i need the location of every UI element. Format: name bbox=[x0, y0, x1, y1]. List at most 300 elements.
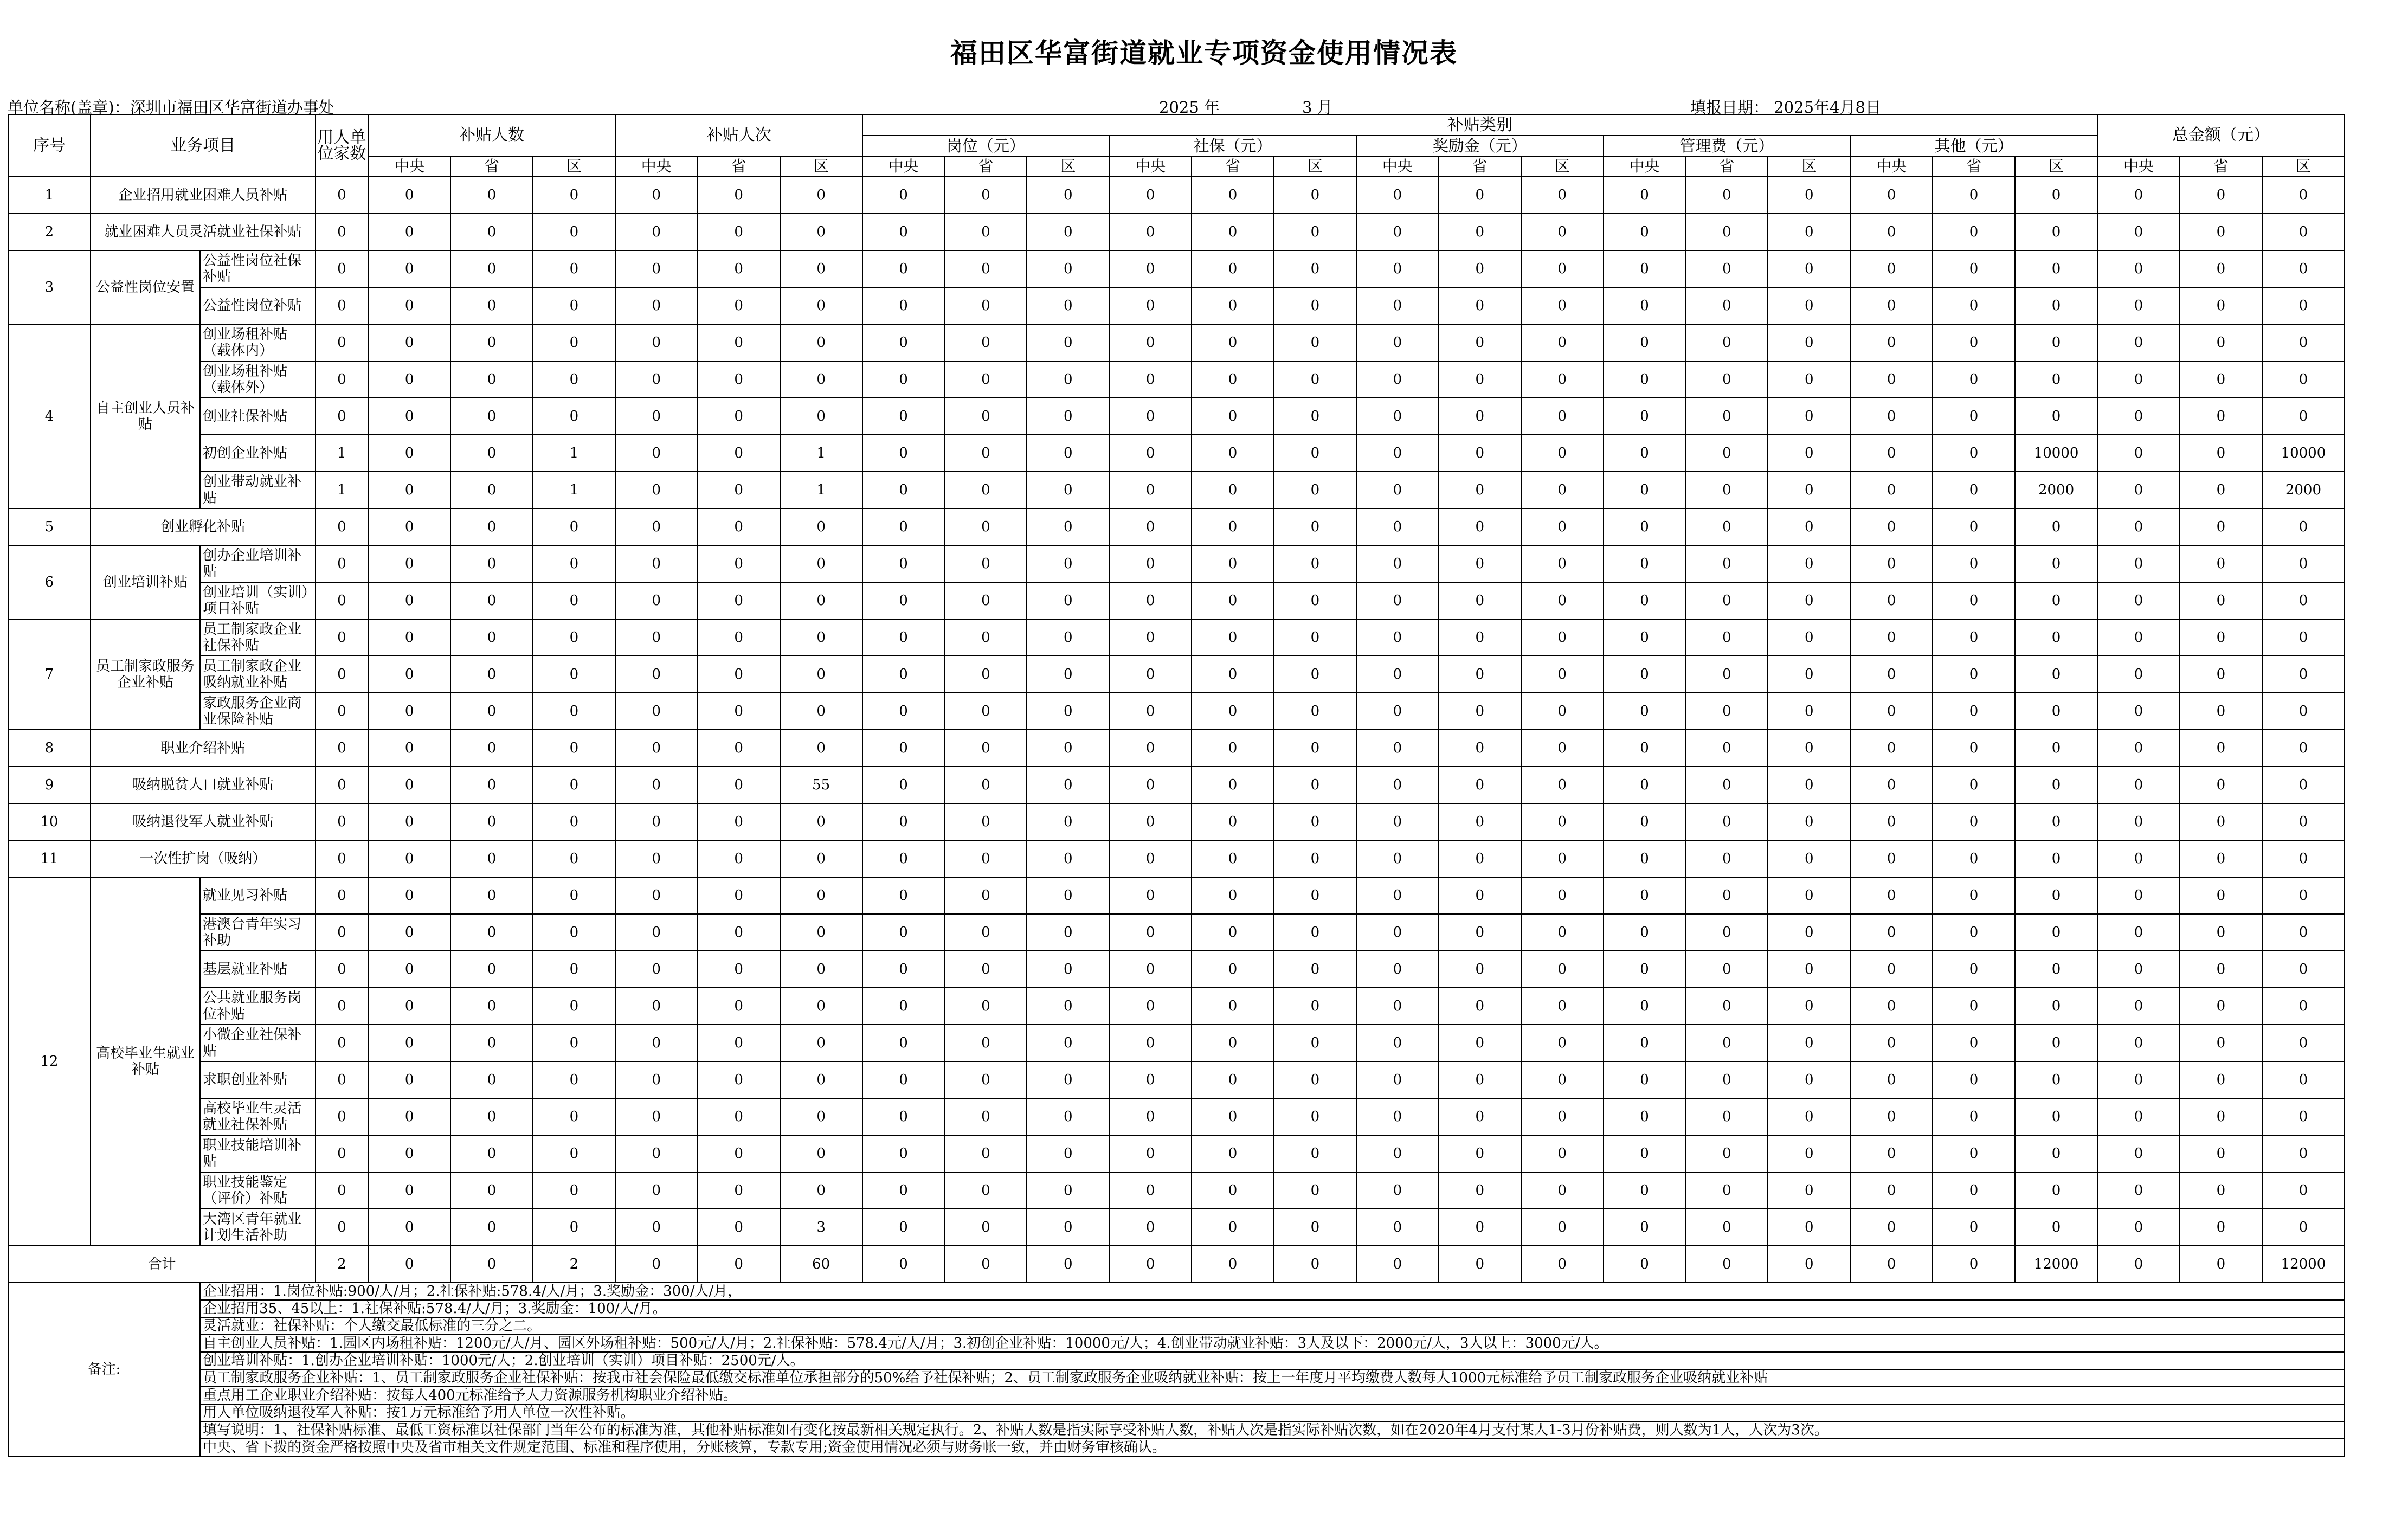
header-row-1 bbox=[8, 115, 2345, 136]
value-cell: 0 bbox=[1109, 877, 1192, 914]
value-cell: 0 bbox=[1439, 398, 1521, 435]
value-cell: 0 bbox=[1933, 767, 2015, 803]
value-cell: 0 bbox=[1356, 619, 1439, 656]
value-cell: 0 bbox=[944, 914, 1027, 951]
value-cell: 0 bbox=[2262, 730, 2345, 767]
value-cell: 0 bbox=[1768, 1209, 1850, 1246]
header-times: 补贴人次 bbox=[615, 115, 862, 156]
value-cell: 0 bbox=[1521, 988, 1604, 1025]
value-cell: 0 bbox=[2015, 582, 2097, 619]
level-header: 区 bbox=[533, 156, 615, 177]
value-cell: 0 bbox=[698, 840, 780, 877]
value-cell: 0 bbox=[1439, 988, 1521, 1025]
value-cell: 0 bbox=[2015, 988, 2097, 1025]
value-cell: 0 bbox=[1685, 582, 1768, 619]
value-cell: 0 bbox=[368, 1209, 450, 1246]
value-cell: 0 bbox=[2097, 435, 2180, 472]
value-cell: 0 bbox=[615, 1025, 698, 1061]
value-cell: 0 bbox=[1027, 361, 1109, 398]
value-cell: 0 bbox=[944, 656, 1027, 693]
value-cell: 0 bbox=[1933, 324, 2015, 361]
value-cell: 0 bbox=[780, 803, 862, 840]
value-cell: 0 bbox=[1192, 951, 1274, 988]
value-cell: 0 bbox=[2015, 730, 2097, 767]
value-cell: 0 bbox=[2097, 1209, 2180, 1246]
value-cell: 0 bbox=[1768, 435, 1850, 472]
value-cell: 0 bbox=[2097, 398, 2180, 435]
note-line: 企业招用35、45以上：1.社保补贴:578.4/人/月；3.奖励金：100/人/月。 bbox=[200, 1300, 2345, 1317]
value-cell: 0 bbox=[1850, 656, 1933, 693]
value-cell: 0 bbox=[944, 509, 1027, 545]
value-cell: 0 bbox=[1768, 1098, 1850, 1135]
value-cell: 0 bbox=[450, 767, 533, 803]
value-cell: 0 bbox=[2015, 951, 2097, 988]
value-cell: 0 bbox=[1109, 214, 1192, 250]
level-header: 省 bbox=[450, 156, 533, 177]
value-cell: 0 bbox=[1356, 287, 1439, 324]
value-cell: 0 bbox=[2262, 1209, 2345, 1246]
value-cell: 0 bbox=[1439, 214, 1521, 250]
table-row bbox=[8, 803, 2345, 840]
value-cell: 0 bbox=[1768, 767, 1850, 803]
value-cell: 0 bbox=[1027, 1098, 1109, 1135]
value-cell: 0 bbox=[1027, 730, 1109, 767]
value-cell: 0 bbox=[2097, 1061, 2180, 1098]
value-cell: 0 bbox=[1850, 730, 1933, 767]
value-cell: 0 bbox=[450, 1025, 533, 1061]
value-cell: 0 bbox=[1768, 914, 1850, 951]
value-cell: 0 bbox=[1109, 398, 1192, 435]
value-cell: 0 bbox=[1685, 287, 1768, 324]
row-seq: 6 bbox=[8, 545, 91, 619]
value-cell: 0 bbox=[862, 840, 945, 877]
note-row bbox=[8, 1387, 2345, 1404]
value-cell: 0 bbox=[1850, 1135, 1933, 1172]
value-cell: 0 bbox=[450, 1098, 533, 1135]
value-cell: 0 bbox=[1850, 435, 1933, 472]
value-cell: 0 bbox=[1274, 840, 1356, 877]
value-cell: 0 bbox=[1768, 509, 1850, 545]
value-cell: 0 bbox=[450, 1209, 533, 1246]
value-cell: 0 bbox=[450, 951, 533, 988]
value-cell: 0 bbox=[1356, 1025, 1439, 1061]
value-cell: 0 bbox=[533, 1172, 615, 1209]
value-cell: 0 bbox=[2180, 1098, 2262, 1135]
value-cell: 0 bbox=[316, 767, 368, 803]
row-seq: 4 bbox=[8, 324, 91, 509]
value-cell: 0 bbox=[1685, 877, 1768, 914]
value-cell: 0 bbox=[862, 656, 945, 693]
level-header: 省 bbox=[1439, 156, 1521, 177]
level-header: 区 bbox=[1274, 156, 1356, 177]
value-cell: 0 bbox=[2180, 214, 2262, 250]
value-cell: 0 bbox=[1604, 1098, 1686, 1135]
value-cell: 0 bbox=[1604, 1209, 1686, 1246]
value-cell: 0 bbox=[1685, 214, 1768, 250]
sub-item: 公益性岗位补贴 bbox=[200, 287, 316, 324]
value-cell: 0 bbox=[2097, 545, 2180, 582]
header-business: 业务项目 bbox=[91, 115, 316, 177]
business-item: 职业介绍补贴 bbox=[91, 730, 316, 767]
value-cell: 0 bbox=[1027, 545, 1109, 582]
value-cell: 0 bbox=[1521, 214, 1604, 250]
value-cell: 0 bbox=[450, 509, 533, 545]
value-cell: 2000 bbox=[2262, 472, 2345, 509]
value-cell: 0 bbox=[1521, 951, 1604, 988]
value-cell: 0 bbox=[533, 582, 615, 619]
level-header: 省 bbox=[2180, 156, 2262, 177]
value-cell: 0 bbox=[1109, 1135, 1192, 1172]
value-cell: 0 bbox=[1521, 582, 1604, 619]
row-seq: 1 bbox=[8, 177, 91, 214]
value-cell: 0 bbox=[1768, 582, 1850, 619]
value-cell: 0 bbox=[1274, 693, 1356, 730]
value-cell: 0 bbox=[1604, 324, 1686, 361]
value-cell: 0 bbox=[368, 1172, 450, 1209]
header-category: 补贴类别 bbox=[862, 115, 2097, 136]
value-cell: 0 bbox=[1356, 951, 1439, 988]
value-cell: 0 bbox=[1439, 1061, 1521, 1098]
value-cell: 0 bbox=[1274, 1061, 1356, 1098]
business-item: 高校毕业生就业补贴 bbox=[91, 877, 200, 1246]
value-cell: 0 bbox=[862, 619, 945, 656]
value-cell: 0 bbox=[1109, 287, 1192, 324]
value-cell: 0 bbox=[1604, 398, 1686, 435]
note-row bbox=[8, 1439, 2345, 1456]
value-cell: 1 bbox=[316, 435, 368, 472]
value-cell: 0 bbox=[1192, 803, 1274, 840]
table-row bbox=[8, 1209, 2345, 1246]
note-row bbox=[8, 1404, 2345, 1421]
value-cell: 10000 bbox=[2015, 435, 2097, 472]
value-cell: 0 bbox=[780, 619, 862, 656]
business-item: 创业培训补贴 bbox=[91, 545, 200, 619]
notes-label: 备注: bbox=[8, 1283, 200, 1456]
value-cell: 0 bbox=[316, 1061, 368, 1098]
note-line: 创业培训补贴：1.创办企业培训补贴：1000元/人；2.创业培训（实训）项目补贴：2500元/人。 bbox=[200, 1352, 2345, 1369]
value-cell: 0 bbox=[1850, 287, 1933, 324]
value-cell: 0 bbox=[1027, 951, 1109, 988]
value-cell: 0 bbox=[1109, 1061, 1192, 1098]
value-cell: 0 bbox=[2097, 177, 2180, 214]
level-header: 区 bbox=[2015, 156, 2097, 177]
value-cell: 0 bbox=[2015, 914, 2097, 951]
value-cell: 0 bbox=[2262, 214, 2345, 250]
value-cell: 0 bbox=[2097, 324, 2180, 361]
value-cell: 0 bbox=[1109, 1025, 1192, 1061]
value-cell: 0 bbox=[368, 582, 450, 619]
value-cell: 0 bbox=[2015, 1061, 2097, 1098]
value-cell: 0 bbox=[1439, 914, 1521, 951]
value-cell: 0 bbox=[1439, 767, 1521, 803]
value-cell: 0 bbox=[1933, 914, 2015, 951]
value-cell: 0 bbox=[2180, 1135, 2262, 1172]
value-cell: 0 bbox=[1274, 435, 1356, 472]
value-cell: 0 bbox=[1109, 361, 1192, 398]
value-cell: 0 bbox=[316, 914, 368, 951]
value-cell: 0 bbox=[862, 914, 945, 951]
table-row bbox=[8, 398, 2345, 435]
value-cell: 0 bbox=[1192, 287, 1274, 324]
value-cell: 0 bbox=[533, 1025, 615, 1061]
table-row bbox=[8, 767, 2345, 803]
value-cell: 0 bbox=[1439, 1172, 1521, 1209]
value-cell: 0 bbox=[1109, 435, 1192, 472]
value-cell: 0 bbox=[1109, 951, 1192, 988]
business-item: 吸纳脱贫人口就业补贴 bbox=[91, 767, 316, 803]
total-value: 0 bbox=[1850, 1246, 1933, 1283]
value-cell: 0 bbox=[1685, 361, 1768, 398]
value-cell: 0 bbox=[316, 361, 368, 398]
value-cell: 0 bbox=[1604, 877, 1686, 914]
value-cell: 0 bbox=[1604, 693, 1686, 730]
value-cell: 0 bbox=[615, 582, 698, 619]
value-cell: 0 bbox=[1521, 472, 1604, 509]
value-cell: 0 bbox=[368, 840, 450, 877]
row-seq: 7 bbox=[8, 619, 91, 730]
level-header: 中央 bbox=[1850, 156, 1933, 177]
value-cell: 0 bbox=[1027, 472, 1109, 509]
value-cell: 0 bbox=[1274, 361, 1356, 398]
note-row bbox=[8, 1300, 2345, 1317]
value-cell: 0 bbox=[1192, 472, 1274, 509]
value-cell: 0 bbox=[862, 730, 945, 767]
value-cell: 0 bbox=[2180, 951, 2262, 988]
value-cell: 0 bbox=[1274, 398, 1356, 435]
value-cell: 0 bbox=[2262, 177, 2345, 214]
value-cell: 0 bbox=[1109, 324, 1192, 361]
value-cell: 0 bbox=[316, 1209, 368, 1246]
value-cell: 0 bbox=[1604, 435, 1686, 472]
value-cell: 0 bbox=[1933, 545, 2015, 582]
note-row bbox=[8, 1283, 2345, 1300]
value-cell: 0 bbox=[1604, 840, 1686, 877]
value-cell: 0 bbox=[316, 582, 368, 619]
value-cell: 0 bbox=[450, 693, 533, 730]
table-row bbox=[8, 509, 2345, 545]
value-cell: 0 bbox=[368, 250, 450, 287]
value-cell: 0 bbox=[1027, 1025, 1109, 1061]
value-cell: 0 bbox=[1521, 914, 1604, 951]
value-cell: 0 bbox=[2015, 1209, 2097, 1246]
value-cell: 0 bbox=[2180, 988, 2262, 1025]
value-cell: 0 bbox=[2262, 287, 2345, 324]
total-value: 0 bbox=[1274, 1246, 1356, 1283]
value-cell: 0 bbox=[1521, 324, 1604, 361]
value-cell: 0 bbox=[862, 1209, 945, 1246]
value-cell: 0 bbox=[615, 177, 698, 214]
value-cell: 0 bbox=[1192, 1061, 1274, 1098]
value-cell: 0 bbox=[1685, 619, 1768, 656]
value-cell: 0 bbox=[698, 324, 780, 361]
value-cell: 0 bbox=[1274, 1172, 1356, 1209]
value-cell: 0 bbox=[1027, 988, 1109, 1025]
value-cell: 0 bbox=[1274, 730, 1356, 767]
value-cell: 0 bbox=[862, 545, 945, 582]
value-cell: 0 bbox=[1685, 988, 1768, 1025]
value-cell: 0 bbox=[368, 509, 450, 545]
value-cell: 0 bbox=[1192, 435, 1274, 472]
value-cell: 0 bbox=[1192, 361, 1274, 398]
value-cell: 0 bbox=[1521, 509, 1604, 545]
value-cell: 0 bbox=[2097, 619, 2180, 656]
value-cell: 0 bbox=[1850, 472, 1933, 509]
value-cell: 0 bbox=[316, 656, 368, 693]
value-cell: 0 bbox=[1768, 361, 1850, 398]
header-reward: 奖励金（元） bbox=[1356, 136, 1604, 156]
value-cell: 0 bbox=[780, 951, 862, 988]
value-cell: 0 bbox=[1850, 250, 1933, 287]
value-cell: 0 bbox=[1274, 177, 1356, 214]
value-cell: 0 bbox=[2180, 656, 2262, 693]
value-cell: 0 bbox=[1192, 250, 1274, 287]
value-cell: 0 bbox=[1027, 914, 1109, 951]
value-cell: 0 bbox=[368, 177, 450, 214]
value-cell: 0 bbox=[780, 730, 862, 767]
value-cell: 0 bbox=[944, 361, 1027, 398]
value-cell: 0 bbox=[450, 177, 533, 214]
value-cell: 0 bbox=[615, 914, 698, 951]
value-cell: 0 bbox=[450, 656, 533, 693]
value-cell: 0 bbox=[2180, 435, 2262, 472]
table-row bbox=[8, 177, 2345, 214]
value-cell: 0 bbox=[368, 361, 450, 398]
value-cell: 0 bbox=[316, 287, 368, 324]
value-cell: 0 bbox=[1274, 509, 1356, 545]
value-cell: 0 bbox=[2180, 914, 2262, 951]
value-cell: 0 bbox=[1850, 509, 1933, 545]
value-cell: 0 bbox=[368, 287, 450, 324]
value-cell: 0 bbox=[1604, 1172, 1686, 1209]
value-cell: 0 bbox=[1850, 398, 1933, 435]
value-cell: 0 bbox=[1192, 509, 1274, 545]
value-cell: 0 bbox=[2097, 509, 2180, 545]
value-cell: 0 bbox=[698, 582, 780, 619]
value-cell: 0 bbox=[1685, 767, 1768, 803]
value-cell: 0 bbox=[2015, 361, 2097, 398]
header-mgmt: 管理费（元） bbox=[1604, 136, 1851, 156]
value-cell: 0 bbox=[2097, 767, 2180, 803]
value-cell: 0 bbox=[1439, 509, 1521, 545]
value-cell: 0 bbox=[862, 582, 945, 619]
value-cell: 0 bbox=[698, 1025, 780, 1061]
value-cell: 0 bbox=[1604, 656, 1686, 693]
value-cell: 0 bbox=[316, 545, 368, 582]
value-cell: 0 bbox=[316, 398, 368, 435]
value-cell: 0 bbox=[2015, 509, 2097, 545]
value-cell: 0 bbox=[1685, 656, 1768, 693]
value-cell: 0 bbox=[450, 250, 533, 287]
value-cell: 0 bbox=[1027, 1172, 1109, 1209]
value-cell: 0 bbox=[1933, 1209, 2015, 1246]
value-cell: 0 bbox=[450, 619, 533, 656]
value-cell: 0 bbox=[1604, 214, 1686, 250]
value-cell: 0 bbox=[316, 509, 368, 545]
value-cell: 0 bbox=[615, 287, 698, 324]
value-cell: 0 bbox=[533, 361, 615, 398]
value-cell: 0 bbox=[1933, 582, 2015, 619]
value-cell: 0 bbox=[2262, 840, 2345, 877]
value-cell: 0 bbox=[533, 840, 615, 877]
sub-item: 职业技能培训补贴 bbox=[200, 1135, 316, 1172]
row-seq: 8 bbox=[8, 730, 91, 767]
value-cell: 0 bbox=[1933, 1061, 2015, 1098]
value-cell: 0 bbox=[1109, 582, 1192, 619]
value-cell: 0 bbox=[368, 988, 450, 1025]
value-cell: 0 bbox=[698, 435, 780, 472]
value-cell: 0 bbox=[1521, 1135, 1604, 1172]
value-cell: 0 bbox=[1604, 1061, 1686, 1098]
sub-item: 大湾区青年就业计划生活补助 bbox=[200, 1209, 316, 1246]
row-seq: 12 bbox=[8, 877, 91, 1246]
value-cell: 0 bbox=[2262, 803, 2345, 840]
value-cell: 0 bbox=[1274, 545, 1356, 582]
value-cell: 0 bbox=[533, 545, 615, 582]
value-cell: 0 bbox=[1356, 1209, 1439, 1246]
level-header: 省 bbox=[1933, 156, 2015, 177]
value-cell: 0 bbox=[2262, 509, 2345, 545]
value-cell: 0 bbox=[1027, 177, 1109, 214]
value-cell: 3 bbox=[780, 1209, 862, 1246]
value-cell: 0 bbox=[450, 545, 533, 582]
value-cell: 0 bbox=[533, 1061, 615, 1098]
header-total: 总金额（元） bbox=[2097, 115, 2345, 156]
value-cell: 0 bbox=[1274, 287, 1356, 324]
value-cell: 0 bbox=[1604, 472, 1686, 509]
value-cell: 0 bbox=[450, 803, 533, 840]
value-cell: 0 bbox=[1356, 472, 1439, 509]
value-cell: 0 bbox=[1768, 214, 1850, 250]
value-cell: 0 bbox=[1192, 619, 1274, 656]
value-cell: 0 bbox=[2097, 287, 2180, 324]
value-cell: 0 bbox=[2097, 988, 2180, 1025]
value-cell: 0 bbox=[2262, 951, 2345, 988]
value-cell: 0 bbox=[1027, 1135, 1109, 1172]
value-cell: 0 bbox=[2097, 1135, 2180, 1172]
note-row bbox=[8, 1421, 2345, 1439]
table-row bbox=[8, 619, 2345, 656]
value-cell: 0 bbox=[615, 361, 698, 398]
value-cell: 0 bbox=[615, 472, 698, 509]
header-social: 社保（元） bbox=[1109, 136, 1356, 156]
value-cell: 0 bbox=[1604, 361, 1686, 398]
value-cell: 0 bbox=[2015, 1172, 2097, 1209]
value-cell: 0 bbox=[1027, 582, 1109, 619]
value-cell: 0 bbox=[1027, 619, 1109, 656]
value-cell: 0 bbox=[2015, 656, 2097, 693]
value-cell: 0 bbox=[862, 1135, 945, 1172]
value-cell: 0 bbox=[1850, 767, 1933, 803]
value-cell: 0 bbox=[1027, 656, 1109, 693]
value-cell: 0 bbox=[1274, 324, 1356, 361]
value-cell: 0 bbox=[780, 361, 862, 398]
value-cell: 0 bbox=[1274, 988, 1356, 1025]
value-cell: 0 bbox=[1027, 214, 1109, 250]
value-cell: 0 bbox=[944, 287, 1027, 324]
sub-item: 求职创业补贴 bbox=[200, 1061, 316, 1098]
value-cell: 0 bbox=[1685, 545, 1768, 582]
value-cell: 0 bbox=[1192, 767, 1274, 803]
value-cell: 0 bbox=[1109, 177, 1192, 214]
value-cell: 0 bbox=[2015, 250, 2097, 287]
value-cell: 0 bbox=[1685, 177, 1768, 214]
header-other: 其他（元） bbox=[1850, 136, 2097, 156]
value-cell: 0 bbox=[1439, 361, 1521, 398]
value-cell: 0 bbox=[1768, 803, 1850, 840]
value-cell: 0 bbox=[2097, 1025, 2180, 1061]
value-cell: 0 bbox=[1850, 361, 1933, 398]
value-cell: 0 bbox=[533, 656, 615, 693]
